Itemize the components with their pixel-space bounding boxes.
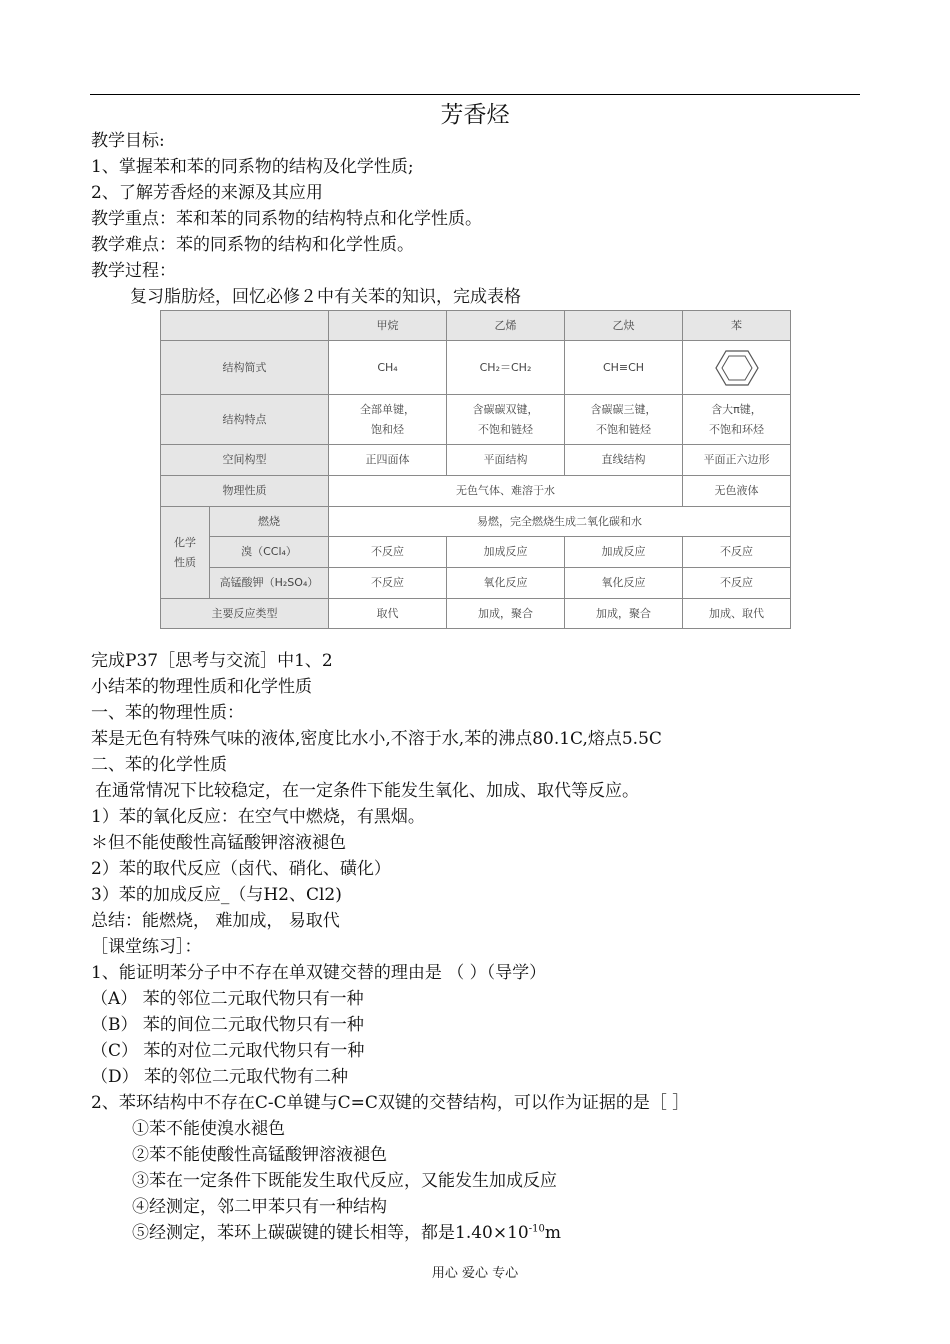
cell-features-benzene: 含大π键， 不饱和环烃 [683,395,791,445]
key-point: 教学重点：苯和苯的同系物的结构特点和化学性质。 [91,209,482,229]
cell-reactions-benzene: 加成、取代 [683,599,791,629]
cell-bromine-benzene: 不反应 [683,537,791,568]
row-label-shape: 空间构型 [161,445,329,476]
row-label-physical: 物理性质 [161,476,329,507]
oxidation-note: ＊但不能使酸性高锰酸钾溶液褪色 [91,833,346,853]
table-row [161,476,791,507]
chemical-intro: 在通常情况下比较稳定，在一定条件下能发生氧化、加成、取代等反应。 [95,781,639,801]
cell-features-acetylene: 含碳碳三键， 不饱和链烃 [565,395,683,445]
cell-shape-methane: 正四面体 [329,445,447,476]
q1-option-b: （B） 苯的间位二元取代物只有一种 [91,1015,364,1035]
q2-option-5-unit: m [544,1223,561,1243]
cell-formula-methane: CH₄ [329,341,447,395]
physical-text: 苯是无色有特殊气味的液体,密度比水小,不溶于水,苯的沸点80.1C,熔点5.5C [91,729,662,749]
q2-option-1: ①苯不能使溴水褪色 [132,1119,285,1139]
page-title: 芳香烃 [440,102,510,128]
header-ethylene: 乙烯 [447,311,565,341]
table-row [161,568,791,599]
cell-combustion: 易燃，完全燃烧生成二氧化碳和水 [329,507,791,537]
q1-option-c: （C） 苯的对位二元取代物只有一种 [91,1041,365,1061]
q1-option-d: （D） 苯的邻位二元取代物有二种 [91,1067,349,1087]
header-methane: 甲烷 [329,311,447,341]
cell-physical-gases: 无色气体、难溶于水 [329,476,683,507]
cell-kmno4-acetylene: 氧化反应 [565,568,683,599]
row-label-bromine: 溴（CCl₄） [210,537,329,568]
cell-reactions-methane: 取代 [329,599,447,629]
top-rule [90,94,860,95]
cell-kmno4-methane: 不反应 [329,568,447,599]
q2-option-5-exponent: -10 [528,1223,545,1235]
table-row [161,395,791,445]
cell-formula-acetylene: CH≡CH [565,341,683,395]
difficult-point: 教学难点：苯的同系物的结构和化学性质。 [91,235,414,255]
cell-features-methane: 全部单键， 饱和烃 [329,395,447,445]
substitution-line: 2）苯的取代反应（卤代、硝化、磺化） [91,859,391,879]
question-2: 2、苯环结构中不存在C-C单键与C=C双键的交替结构，可以作为证据的是［ ］ [91,1093,690,1113]
chemical-heading: 二、苯的化学性质 [91,755,227,775]
q2-option-3: ③苯在一定条件下既能发生取代反应，又能发生加成反应 [132,1171,557,1191]
task-line: 完成P37［思考与交流］中1、2 [91,651,333,671]
q2-option-2: ②苯不能使酸性高锰酸钾溶液褪色 [132,1145,387,1165]
exercise-heading: ［课堂练习］： [91,937,202,957]
table-row [161,537,791,568]
cell-formula-ethylene: CH₂＝CH₂ [447,341,565,395]
row-label-combustion: 燃烧 [210,507,329,537]
row-label-features: 结构特点 [161,395,329,445]
table-row [161,445,791,476]
cell-features-ethylene: 含碳碳双键， 不饱和链烃 [447,395,565,445]
header-empty-cell [161,311,329,341]
table-row [161,599,791,629]
benzene-ring-icon [715,348,759,388]
physical-heading: 一、苯的物理性质： [91,703,244,723]
row-label-reactions: 主要反应类型 [161,599,329,629]
table-header-row [161,311,791,341]
summary-line: 小结苯的物理性质和化学性质 [91,677,312,697]
cell-shape-benzene: 平面正六边形 [683,445,791,476]
page-footer: 用心 爱心 专心 [431,1266,519,1281]
cell-bromine-ethylene: 加成反应 [447,537,565,568]
cell-formula-benzene [683,341,791,395]
q1-option-a: （A） 苯的邻位二元取代物只有一种 [91,989,364,1009]
cell-shape-ethylene: 平面结构 [447,445,565,476]
q2-option-4: ④经测定，邻二甲苯只有一种结构 [132,1197,387,1217]
goal-2: 2、了解芳香烃的来源及其应用 [91,183,323,203]
process-heading: 教学过程： [91,261,176,281]
review-instruction: 复习脂肪烃，回忆必修２中有关苯的知识，完成表格 [130,287,521,307]
row-label-kmno4: 高锰酸钾（H₂SO₄） [210,568,329,599]
header-benzene: 苯 [683,311,791,341]
cell-bromine-acetylene: 加成反应 [565,537,683,568]
oxidation-line: 1）苯的氧化反应：在空气中燃烧，有黑烟。 [91,807,425,827]
cell-kmno4-ethylene: 氧化反应 [447,568,565,599]
table-row [161,341,791,395]
table-row [161,507,791,537]
row-label-formula: 结构简式 [161,341,329,395]
cell-physical-benzene: 无色液体 [683,476,791,507]
cell-shape-acetylene: 直线结构 [565,445,683,476]
cell-reactions-acetylene: 加成，聚合 [565,599,683,629]
question-1: 1、能证明苯分子中不存在单双键交替的理由是 （ ）（导学） [91,963,547,983]
header-acetylene: 乙炔 [565,311,683,341]
addition-line: 3）苯的加成反应_（与H2、Cl2) [91,885,342,905]
comparison-table [160,310,791,629]
conclusion-line: 总结：能燃烧， 难加成， 易取代 [91,911,340,931]
q2-option-5 [132,1222,561,1244]
cell-bromine-methane: 不反应 [329,537,447,568]
cell-kmno4-benzene: 不反应 [683,568,791,599]
goal-1: 1、掌握苯和苯的同系物的结构及化学性质; [91,157,414,177]
q2-option-5-text: ⑤经测定，苯环上碳碳键的键长相等，都是1.40×10 [132,1223,529,1243]
teaching-goals-heading: 教学目标: [91,131,165,151]
row-group-chemical: 化学 性质 [161,507,210,599]
cell-reactions-ethylene: 加成，聚合 [447,599,565,629]
